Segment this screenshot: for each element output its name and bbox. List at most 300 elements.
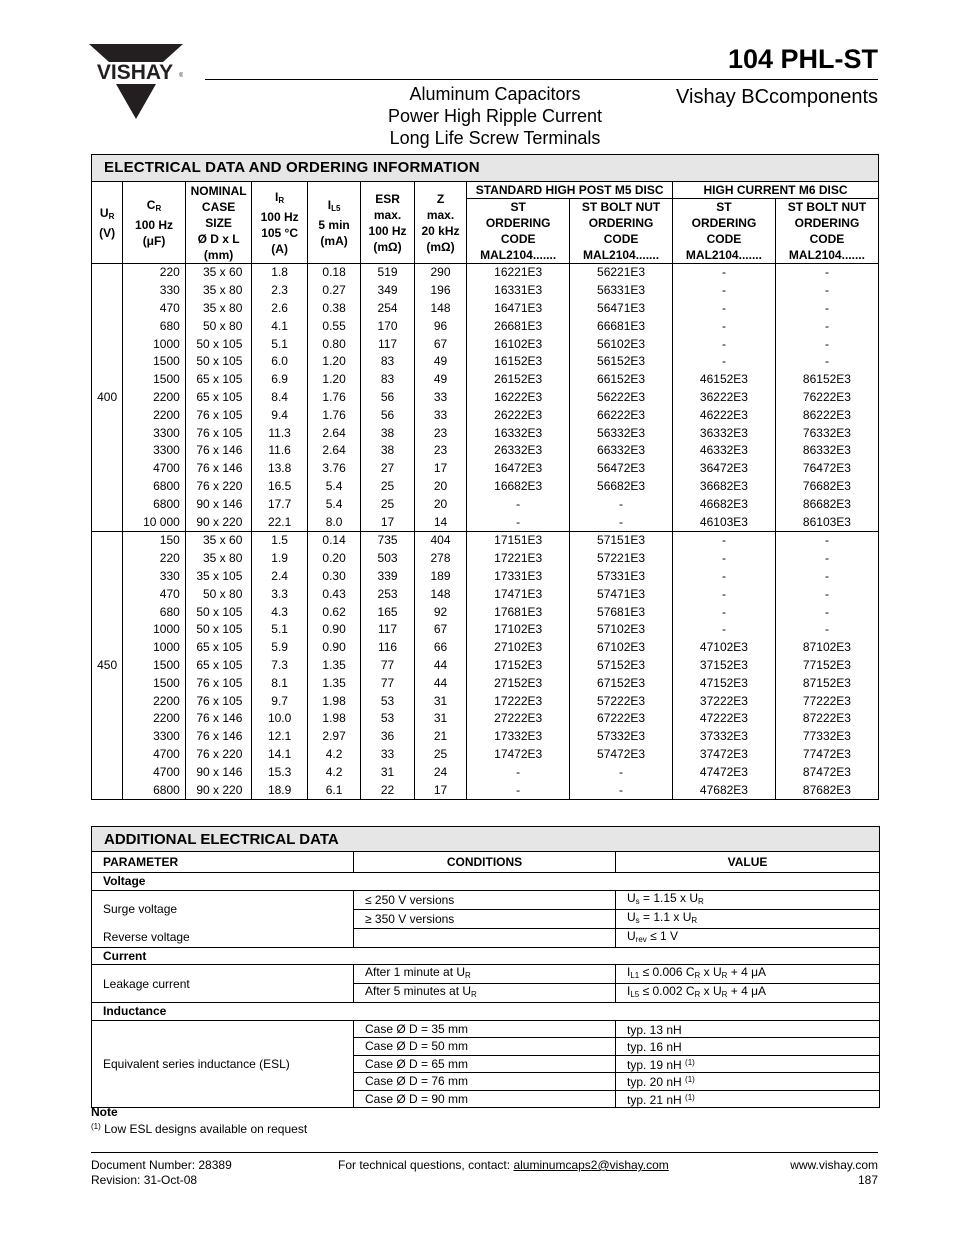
voltage-group-450 (92, 531, 879, 799)
cond-case: Case Ø D = 50 mm (354, 1038, 616, 1056)
cell-z: 44 (414, 674, 466, 692)
table-row (92, 621, 879, 639)
cell-bolt-code-m6: 76682E3 (775, 478, 878, 496)
product-description (310, 83, 680, 149)
cell-cr: 3300 (123, 442, 186, 460)
cell-z: 33 (414, 406, 466, 424)
cell-ur: 400 (92, 264, 123, 532)
value-esl: typ. 16 nH (616, 1038, 880, 1056)
cell-z: 24 (414, 763, 466, 781)
cell-z: 31 (414, 710, 466, 728)
cell-st-code-m5: 16102E3 (467, 335, 570, 353)
col-ur: $U_R$ (V) (92, 182, 123, 264)
table-row (92, 264, 879, 282)
cell-st-code-m6: 37332E3 (673, 728, 776, 746)
cell-bolt-code-m5: 56102E3 (570, 335, 673, 353)
vishay-logo (89, 44, 183, 120)
cell-esr: 735 (361, 531, 414, 549)
cell-ir: 9.4 (252, 406, 307, 424)
cell-ir: 1.9 (252, 550, 307, 568)
cell-bolt-code-m6: - (775, 264, 878, 282)
cell-z: 31 (414, 692, 466, 710)
website-link[interactable]: www.vishay.com (790, 1158, 878, 1172)
cell-st-code-m5: 17221E3 (467, 550, 570, 568)
cell-bolt-code-m6: 77332E3 (775, 728, 878, 746)
cell-esr: 117 (361, 621, 414, 639)
cell-st-code-m6: - (673, 568, 776, 586)
cell-ir: 6.9 (252, 371, 307, 389)
cell-bolt-code-m6: - (775, 317, 878, 335)
cell-case-size: 90 x 146 (185, 763, 252, 781)
cell-case-size: 35 x 80 (185, 282, 252, 300)
cell-z: 92 (414, 603, 466, 621)
cell-cr: 2200 (123, 406, 186, 424)
cell-cr: 4700 (123, 460, 186, 478)
cell-case-size: 65 x 105 (185, 371, 252, 389)
cell-il5: 0.27 (307, 282, 360, 300)
cell-case-size: 50 x 105 (185, 353, 252, 371)
cell-st-code-m6: - (673, 300, 776, 318)
cond-case: Case Ø D = 35 mm (354, 1020, 616, 1038)
col-value: VALUE (616, 852, 880, 873)
subtitle-line: Long Life Screw Terminals (389, 128, 601, 148)
cell-esr: 254 (361, 300, 414, 318)
cell-st-code-m5: 17331E3 (467, 568, 570, 586)
cell-st-code-m6: 37472E3 (673, 746, 776, 764)
col-esr: ESR max. 100 Hz (mΩ) (361, 182, 414, 264)
cell-il5: 1.35 (307, 674, 360, 692)
cell-ir: 15.3 (252, 763, 307, 781)
cell-bolt-code-m6: - (775, 621, 878, 639)
table-row (92, 550, 879, 568)
revision: Revision: 31-Oct-08 (91, 1173, 198, 1187)
col-parameter: PARAMETER (92, 852, 354, 873)
cell-st-code-m6: 36222E3 (673, 389, 776, 407)
contact-email-link[interactable]: aluminumcaps2@vishay.com (513, 1158, 669, 1172)
cell-case-size: 76 x 146 (185, 460, 252, 478)
cell-ir: 5.9 (252, 639, 307, 657)
cell-st-code-m5: 26681E3 (467, 317, 570, 335)
value-esl: typ. 19 nH $^{(1)}$ (616, 1055, 880, 1073)
cell-st-code-m5: - (467, 763, 570, 781)
cell-bolt-code-m6: 86103E3 (775, 513, 878, 531)
cell-il5: 5.4 (307, 478, 360, 496)
param-surge-voltage: Surge voltage (92, 890, 354, 928)
cell-ir: 11.3 (252, 424, 307, 442)
cell-ir: 2.4 (252, 568, 307, 586)
cell-case-size: 90 x 220 (185, 781, 252, 799)
table-row (92, 495, 879, 513)
cell-cr: 1500 (123, 353, 186, 371)
table-row (92, 442, 879, 460)
cell-bolt-code-m5: 66222E3 (570, 406, 673, 424)
param-reverse-voltage: Reverse voltage (92, 928, 354, 947)
value-esl: typ. 13 nH (616, 1020, 880, 1038)
cell-cr: 2200 (123, 389, 186, 407)
col-st-code-m6: ST ORDERING CODE MAL2104....... (673, 199, 776, 264)
table-row (92, 674, 879, 692)
col-bolt-code-m5: ST BOLT NUT ORDERING CODE MAL2104....... (570, 199, 673, 264)
cell-st-code-m5: - (467, 513, 570, 531)
cell-case-size: 90 x 146 (185, 495, 252, 513)
cell-st-code-m5: 16331E3 (467, 282, 570, 300)
cell-esr: 519 (361, 264, 414, 282)
cell-bolt-code-m6: 86222E3 (775, 406, 878, 424)
cell-case-size: 50 x 105 (185, 603, 252, 621)
cell-esr: 38 (361, 424, 414, 442)
cell-bolt-code-m6: - (775, 531, 878, 549)
cell-bolt-code-m6: - (775, 550, 878, 568)
cell-st-code-m5: 26152E3 (467, 371, 570, 389)
cell-z: 14 (414, 513, 466, 531)
cell-case-size: 65 x 105 (185, 657, 252, 675)
cond-case: Case Ø D = 65 mm (354, 1055, 616, 1073)
page-number: 187 (857, 1173, 878, 1187)
cell-il5: 0.90 (307, 621, 360, 639)
cell-il5: 1.76 (307, 406, 360, 424)
subtitle-line: Power High Ripple Current (387, 106, 603, 126)
note-title: Note (91, 1105, 118, 1119)
cell-il5: 8.0 (307, 513, 360, 531)
cell-st-code-m5: 26332E3 (467, 442, 570, 460)
table-row (92, 353, 879, 371)
col-z: Z max. 20 kHz (mΩ) (414, 182, 466, 264)
header-rule (205, 79, 878, 80)
cell-ir: 8.1 (252, 674, 307, 692)
cond-5-minutes: After 5 minutes at $U_R$ (354, 984, 616, 1003)
cell-esr: 56 (361, 389, 414, 407)
cell-case-size: 76 x 105 (185, 406, 252, 424)
table-row (92, 460, 879, 478)
cell-esr: 27 (361, 460, 414, 478)
cell-ir: 3.3 (252, 585, 307, 603)
cell-st-code-m5: 17681E3 (467, 603, 570, 621)
cell-bolt-code-m5: - (570, 495, 673, 513)
cell-bolt-code-m6: 77152E3 (775, 657, 878, 675)
cell-ir: 17.7 (252, 495, 307, 513)
cell-il5: 2.64 (307, 442, 360, 460)
cond-case: Case Ø D = 90 mm (354, 1090, 616, 1108)
cell-ur: 450 (92, 531, 123, 799)
cell-case-size: 35 x 80 (185, 300, 252, 318)
cell-ir: 6.0 (252, 353, 307, 371)
cell-st-code-m5: 16152E3 (467, 353, 570, 371)
cell-case-size: 76 x 105 (185, 692, 252, 710)
cell-case-size: 76 x 146 (185, 442, 252, 460)
cell-bolt-code-m5: 57471E3 (570, 585, 673, 603)
cell-il5: 0.43 (307, 585, 360, 603)
group-high-current-m6: HIGH CURRENT M6 DISC (673, 182, 879, 199)
cell-esr: 83 (361, 353, 414, 371)
cell-cr: 6800 (123, 781, 186, 799)
cell-esr: 83 (361, 371, 414, 389)
cell-esr: 33 (361, 746, 414, 764)
table-row (92, 692, 879, 710)
table-row (92, 603, 879, 621)
cell-cr: 220 (123, 550, 186, 568)
table-row (92, 728, 879, 746)
cell-bolt-code-m5: - (570, 763, 673, 781)
cell-esr: 165 (361, 603, 414, 621)
cell-esr: 53 (361, 692, 414, 710)
cell-st-code-m6: 37222E3 (673, 692, 776, 710)
cell-case-size: 50 x 105 (185, 335, 252, 353)
cell-z: 49 (414, 371, 466, 389)
cell-st-code-m6: - (673, 353, 776, 371)
cell-z: 20 (414, 495, 466, 513)
cell-esr: 22 (361, 781, 414, 799)
cell-il5: 0.18 (307, 264, 360, 282)
value-il1: $I_{L1} \le 0.006$ $C_R$ x $U_R + 4$ μA (616, 965, 880, 984)
cell-z: 67 (414, 335, 466, 353)
cond-le-250: ≤ 250 V versions (354, 890, 616, 909)
value-surge-350: $U_s = 1.1$ x $U_R$ (616, 909, 880, 928)
param-leakage-current: Leakage current (92, 965, 354, 1003)
cell-case-size: 76 x 220 (185, 478, 252, 496)
cell-bolt-code-m6: 87222E3 (775, 710, 878, 728)
cell-ir: 4.1 (252, 317, 307, 335)
cell-ir: 2.3 (252, 282, 307, 300)
cell-st-code-m6: 47102E3 (673, 639, 776, 657)
cell-bolt-code-m5: 57102E3 (570, 621, 673, 639)
cell-z: 17 (414, 460, 466, 478)
col-cr: $C_R$ 100 Hz (μF) (123, 182, 186, 264)
table-row (92, 389, 879, 407)
cell-esr: 17 (361, 513, 414, 531)
cell-ir: 10.0 (252, 710, 307, 728)
cell-z: 23 (414, 442, 466, 460)
table-row (92, 282, 879, 300)
cell-esr: 117 (361, 335, 414, 353)
table-row (92, 781, 879, 799)
table-row (92, 746, 879, 764)
brand-name: VISHAY (96, 61, 174, 84)
cell-esr: 36 (361, 728, 414, 746)
cell-st-code-m5: - (467, 781, 570, 799)
cell-st-code-m5: 27102E3 (467, 639, 570, 657)
cell-st-code-m6: 36682E3 (673, 478, 776, 496)
cell-st-code-m6: - (673, 550, 776, 568)
cell-st-code-m5: 17222E3 (467, 692, 570, 710)
cell-cr: 1500 (123, 371, 186, 389)
cell-cr: 4700 (123, 763, 186, 781)
cell-bolt-code-m6: 77472E3 (775, 746, 878, 764)
cell-bolt-code-m5: - (570, 513, 673, 531)
contact-label: For technical questions, contact: (338, 1158, 514, 1172)
cell-cr: 3300 (123, 728, 186, 746)
cell-esr: 77 (361, 657, 414, 675)
value-il5: $I_{L5} \le 0.002$ $C_R$ x $U_R + 4$ μA (616, 984, 880, 1003)
footer-contact (338, 1158, 669, 1172)
table-row (92, 335, 879, 353)
cell-bolt-code-m6: 76472E3 (775, 460, 878, 478)
document-number: Document Number: 28389 (91, 1158, 232, 1172)
cell-st-code-m6: - (673, 531, 776, 549)
cell-case-size: 90 x 220 (185, 513, 252, 531)
cell-ir: 5.1 (252, 335, 307, 353)
cell-st-code-m5: 17332E3 (467, 728, 570, 746)
table-row (92, 657, 879, 675)
cell-case-size: 50 x 80 (185, 317, 252, 335)
cell-st-code-m5: 17471E3 (467, 585, 570, 603)
cell-cr: 220 (123, 264, 186, 282)
cell-z: 25 (414, 746, 466, 764)
cell-cr: 1500 (123, 674, 186, 692)
cell-st-code-m6: - (673, 621, 776, 639)
cell-st-code-m5: 17151E3 (467, 531, 570, 549)
cell-il5: 1.20 (307, 353, 360, 371)
table-row (92, 639, 879, 657)
table-row (92, 406, 879, 424)
cell-bolt-code-m6: 87472E3 (775, 763, 878, 781)
cell-bolt-code-m5: 66332E3 (570, 442, 673, 460)
cell-z: 278 (414, 550, 466, 568)
table-row (92, 710, 879, 728)
cell-bolt-code-m6: 87682E3 (775, 781, 878, 799)
table-row (92, 371, 879, 389)
cell-case-size: 76 x 220 (185, 746, 252, 764)
cell-bolt-code-m5: 67102E3 (570, 639, 673, 657)
section-title: ELECTRICAL DATA AND ORDERING INFORMATION (92, 155, 879, 182)
section-title: ADDITIONAL ELECTRICAL DATA (92, 827, 880, 852)
cell-ir: 1.8 (252, 264, 307, 282)
cell-ir: 18.9 (252, 781, 307, 799)
cell-ir: 5.1 (252, 621, 307, 639)
cell-bolt-code-m5: 56472E3 (570, 460, 673, 478)
cell-z: 49 (414, 353, 466, 371)
cell-bolt-code-m5: 57222E3 (570, 692, 673, 710)
cell-st-code-m6: - (673, 603, 776, 621)
cell-bolt-code-m5: 66152E3 (570, 371, 673, 389)
col-conditions: CONDITIONS (354, 852, 616, 873)
cell-bolt-code-m6: - (775, 568, 878, 586)
cell-st-code-m6: - (673, 282, 776, 300)
cell-ir: 16.5 (252, 478, 307, 496)
cell-st-code-m5: 27222E3 (467, 710, 570, 728)
cell-bolt-code-m5: 57221E3 (570, 550, 673, 568)
cell-bolt-code-m5: 57152E3 (570, 657, 673, 675)
cell-case-size: 65 x 105 (185, 389, 252, 407)
cell-st-code-m5: 16471E3 (467, 300, 570, 318)
cell-bolt-code-m5: 67152E3 (570, 674, 673, 692)
cell-cr: 150 (123, 531, 186, 549)
cell-bolt-code-m5: 56332E3 (570, 424, 673, 442)
cell-il5: 5.4 (307, 495, 360, 513)
cell-bolt-code-m5: 57681E3 (570, 603, 673, 621)
cell-st-code-m5: 16472E3 (467, 460, 570, 478)
cell-ir: 4.3 (252, 603, 307, 621)
cell-ir: 22.1 (252, 513, 307, 531)
cell-bolt-code-m5: 57332E3 (570, 728, 673, 746)
cell-st-code-m6: 46332E3 (673, 442, 776, 460)
cell-case-size: 35 x 60 (185, 531, 252, 549)
cell-st-code-m6: - (673, 585, 776, 603)
cell-bolt-code-m6: - (775, 335, 878, 353)
cell-il5: 4.2 (307, 746, 360, 764)
cell-st-code-m5: - (467, 495, 570, 513)
cell-bolt-code-m5: 56682E3 (570, 478, 673, 496)
cell-bolt-code-m5: 56221E3 (570, 264, 673, 282)
cell-bolt-code-m5: 67222E3 (570, 710, 673, 728)
cell-esr: 38 (361, 442, 414, 460)
cell-st-code-m6: 47682E3 (673, 781, 776, 799)
cell-st-code-m6: 46103E3 (673, 513, 776, 531)
cell-il5: 0.20 (307, 550, 360, 568)
cell-st-code-m5: 16221E3 (467, 264, 570, 282)
cell-st-code-m5: 16332E3 (467, 424, 570, 442)
cell-bolt-code-m5: 56471E3 (570, 300, 673, 318)
cell-il5: 1.20 (307, 371, 360, 389)
table-row (92, 531, 879, 549)
cell-z: 148 (414, 300, 466, 318)
cell-case-size: 35 x 60 (185, 264, 252, 282)
cell-z: 96 (414, 317, 466, 335)
col-st-code-m5: ST ORDERING CODE MAL2104....... (467, 199, 570, 264)
cell-il5: 2.97 (307, 728, 360, 746)
cell-ir: 8.4 (252, 389, 307, 407)
table-row (92, 300, 879, 318)
cell-bolt-code-m6: 76222E3 (775, 389, 878, 407)
value-esl: typ. 21 nH $^{(1)}$ (616, 1090, 880, 1108)
cell-ir: 11.6 (252, 442, 307, 460)
cell-bolt-code-m6: - (775, 585, 878, 603)
cell-st-code-m6: - (673, 264, 776, 282)
company-name: Vishay BCcomponents (676, 86, 878, 108)
cell-il5: 2.64 (307, 424, 360, 442)
cell-z: 404 (414, 531, 466, 549)
additional-data-table (91, 826, 880, 1108)
cell-bolt-code-m6: - (775, 353, 878, 371)
cell-bolt-code-m6: 86152E3 (775, 371, 878, 389)
cell-bolt-code-m6: - (775, 282, 878, 300)
cell-cr: 470 (123, 585, 186, 603)
cell-case-size: 35 x 80 (185, 550, 252, 568)
cell-z: 21 (414, 728, 466, 746)
cell-case-size: 50 x 105 (185, 621, 252, 639)
cell-cr: 10 000 (123, 513, 186, 531)
cell-il5: 6.1 (307, 781, 360, 799)
cell-case-size: 76 x 105 (185, 674, 252, 692)
cell-ir: 13.8 (252, 460, 307, 478)
table-row (92, 513, 879, 531)
table-row (92, 317, 879, 335)
cell-cr: 4700 (123, 746, 186, 764)
cell-cr: 1000 (123, 335, 186, 353)
cell-esr: 53 (361, 710, 414, 728)
footer-right (790, 1158, 878, 1188)
cell-st-code-m6: 46222E3 (673, 406, 776, 424)
cell-bolt-code-m6: - (775, 300, 878, 318)
cell-ir: 9.7 (252, 692, 307, 710)
cell-case-size: 76 x 146 (185, 728, 252, 746)
cell-il5: 4.2 (307, 763, 360, 781)
cell-esr: 31 (361, 763, 414, 781)
cond-ge-350: ≥ 350 V versions (354, 909, 616, 928)
cell-il5: 1.35 (307, 657, 360, 675)
cell-esr: 253 (361, 585, 414, 603)
cell-z: 148 (414, 585, 466, 603)
cell-bolt-code-m5: 57331E3 (570, 568, 673, 586)
cell-il5: 3.76 (307, 460, 360, 478)
cell-il5: 1.76 (307, 389, 360, 407)
cell-z: 67 (414, 621, 466, 639)
table-row (92, 585, 879, 603)
cell-esr: 77 (361, 674, 414, 692)
cell-z: 33 (414, 389, 466, 407)
group-voltage: Voltage (92, 873, 880, 891)
cell-st-code-m6: - (673, 335, 776, 353)
cell-bolt-code-m6: 86682E3 (775, 495, 878, 513)
